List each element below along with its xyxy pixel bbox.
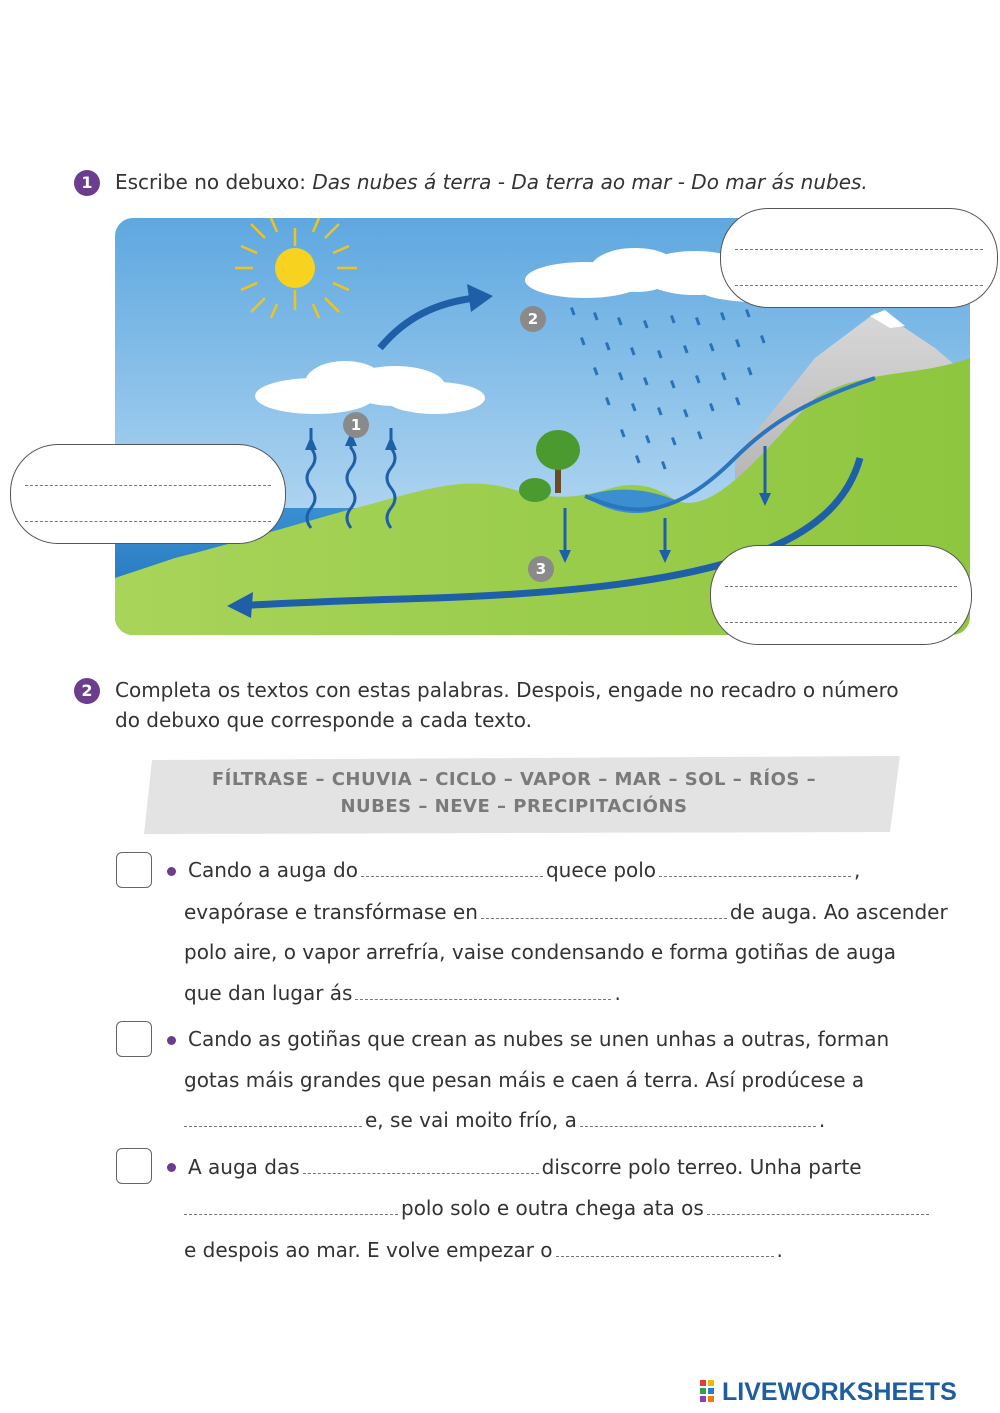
exercise-1-instruction [115,170,868,194]
blank-ciclo[interactable] [556,1242,774,1257]
word-bank [144,756,902,834]
answer-box-bottom-right[interactable] [710,545,972,645]
text: quece polo [545,858,657,882]
logo-text: LIVEWORKSHEETS [722,1378,957,1406]
text: . [776,1238,783,1262]
text: , [854,858,861,882]
blank-precipitacions[interactable] [303,1159,539,1174]
text: Cando a auga do [188,858,358,882]
exercise-2-instruction-line1: Completa os textos con estas palabras. Despois, engade no recadro o número [115,678,899,702]
blank-rios[interactable] [707,1200,929,1215]
text: e, se vai moito frío, a [365,1108,577,1132]
blank-nubes[interactable] [355,985,611,1000]
text: . [614,981,621,1005]
text-2-line-3 [184,1108,825,1132]
instruction-italic: Das nubes á terra - Da terra ao mar - Do mar ás nubes. [312,170,868,194]
text-1-line-1 [188,858,860,882]
text-2-line-1: Cando as gotiñas que crean as nubes se unen unhas a outras, forman [188,1027,890,1051]
checkbox-text-2[interactable] [116,1021,152,1057]
text-1-line-3: polo aire, o vapor arrefría, vaise condensando e forma gotiñas de auga [184,940,897,964]
logo-icon [700,1380,722,1406]
blank-chuvia[interactable] [184,1112,362,1127]
text: A auga das [188,1155,300,1179]
bullet-3 [167,1163,176,1172]
exercise-1-number: 1 [74,170,100,196]
word-bank-line1: FÍLTRASE – CHUVIA – CICLO – VAPOR – MAR – SOL – RÍOS – [211,769,817,790]
exercise-2-instruction-line2: do debuxo que corresponde a cada texto. [115,708,532,732]
instruction-plain: Escribe no debuxo: [115,170,313,194]
bullet-2 [167,1036,176,1045]
word-bank-line2: NUBES – NEVE – PRECIPITACIÓNS [340,796,688,817]
marker-3: 3 [528,556,554,582]
text-3-line-1 [188,1155,862,1179]
text-3-line-2 [184,1196,932,1220]
checkbox-text-1[interactable] [116,852,152,888]
blank-sol[interactable] [659,862,851,877]
checkbox-text-3[interactable] [116,1148,152,1184]
exercise-2-number: 2 [74,678,100,704]
text: discorre polo terreo. Unha parte [541,1155,862,1179]
blank-mar[interactable] [361,862,543,877]
marker-2: 2 [520,306,546,332]
blank-neve[interactable] [580,1112,816,1127]
bullet-1 [167,867,176,876]
text-1-line-2 [184,900,948,924]
text: de auga. Ao ascender [729,900,948,924]
text: . [818,1108,826,1132]
text-3-line-3 [184,1238,783,1262]
blank-filtrase[interactable] [184,1200,398,1215]
marker-1: 1 [343,412,369,438]
text: evapórase e transfórmase en [184,900,478,924]
text: e despois ao mar. E volve empezar o [184,1238,553,1262]
text-1-line-4 [184,981,621,1005]
text: polo solo e outra chega ata os [401,1196,704,1220]
answer-box-left[interactable] [10,444,286,544]
answer-box-top-right[interactable] [720,208,998,308]
sun-disc [275,248,315,288]
text-2-line-2: gotas máis grandes que pesan máis e caen á terra. Así prodúcese a [184,1068,865,1092]
text: que dan lugar ás [184,981,353,1005]
blank-vapor[interactable] [481,904,727,919]
